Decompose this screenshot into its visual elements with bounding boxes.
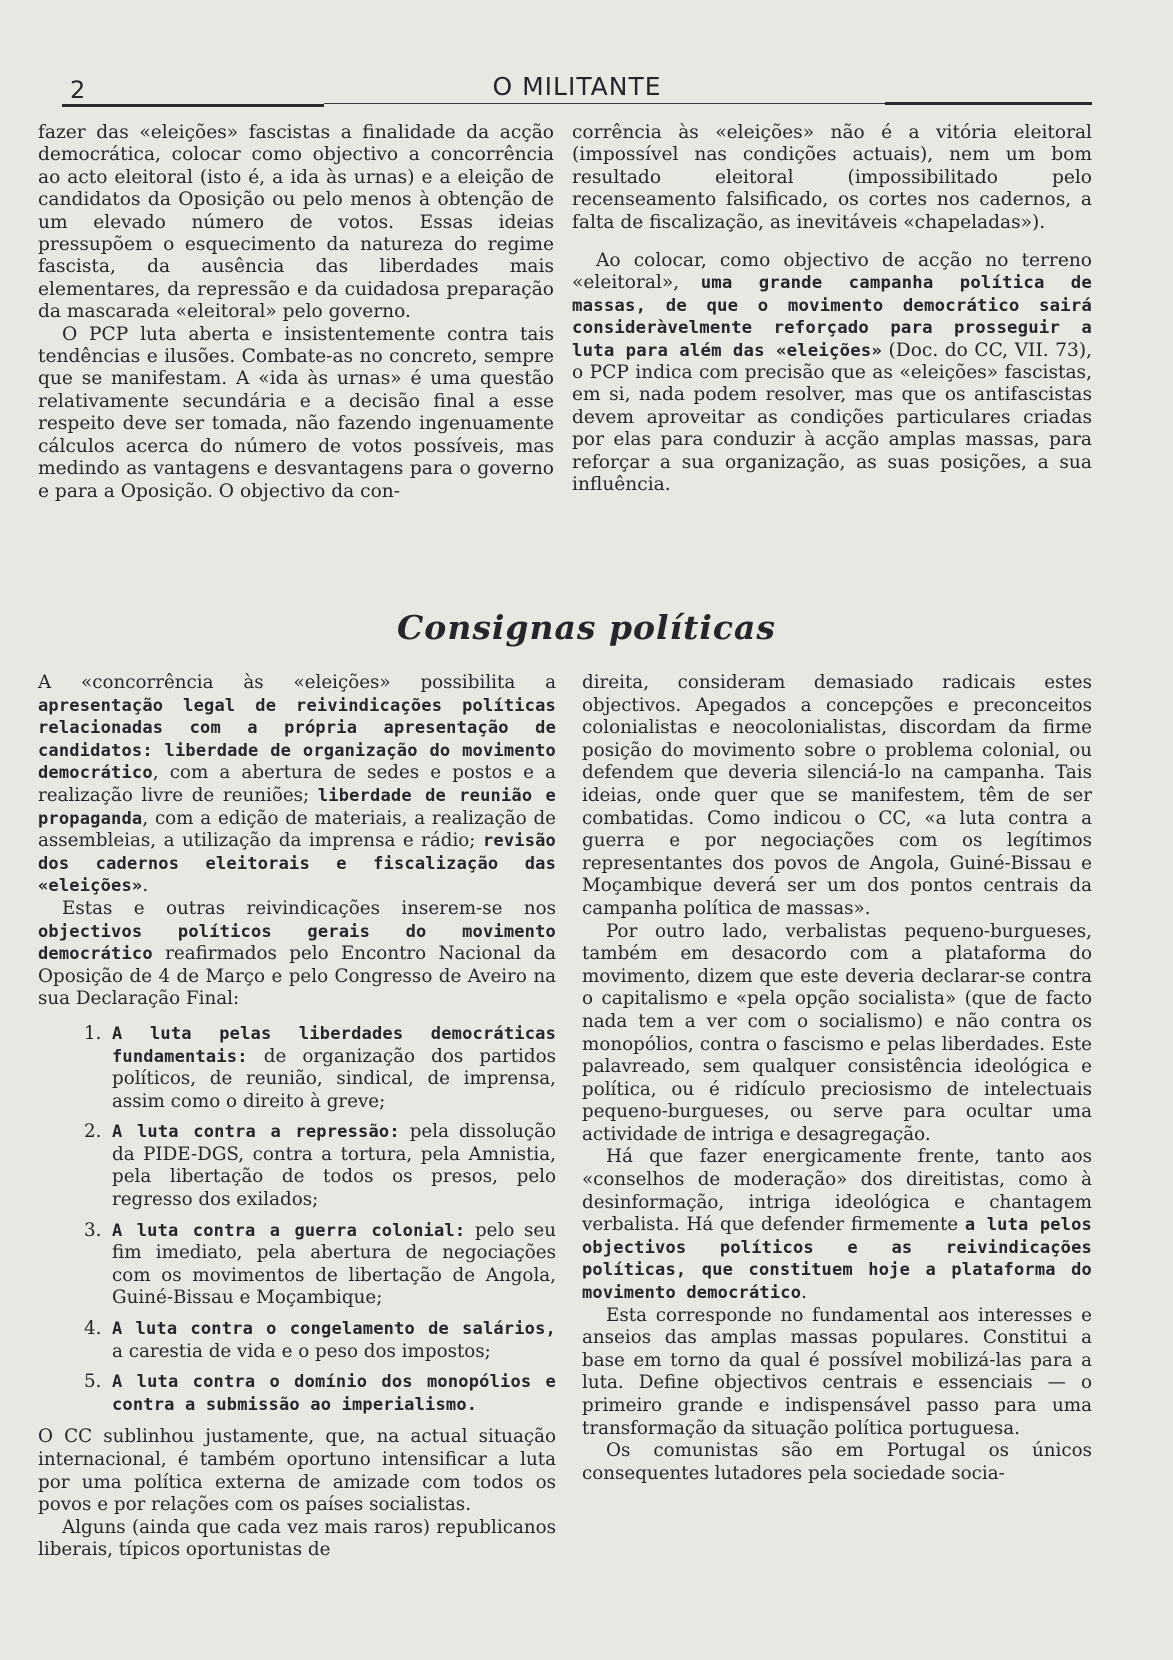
header-rule-right <box>885 102 1092 105</box>
paragraph: Os comunistas são em Portugal os únicos consequentes lutadores pela sociedade socia- <box>582 1440 1092 1484</box>
article-column-top-right <box>572 122 1092 590</box>
emphasis-text: revisão dos cadernos eleitorais e fiscalização das «eleições» <box>38 831 556 897</box>
paragraph-text: . <box>142 875 149 897</box>
paragraph <box>572 250 1092 496</box>
item-number: 1. <box>84 1022 102 1044</box>
list-item <box>38 1121 556 1211</box>
emphasis-text: apresentação legal de reivindicações políticas relacionadas com a própria apresentação de candidatos: liberdade de organização do movimento democrático <box>38 695 556 784</box>
section-title: Consignas políticas <box>397 608 776 647</box>
list-item <box>38 1023 556 1113</box>
item-heading: A luta pelas liberdades democráticas fundamentais: <box>112 1023 556 1067</box>
paragraph-text: A «concorrência às «eleições» possibilita a <box>38 672 556 693</box>
paragraph: direita, consideram demasiado radicais estes objectivos. Apegados a concepções e preconceitos colonialistas e neocolonialistas, discordam da firme posição do movimento sobre o problema colonial, ou defendem que deveria silenciá-lo na campanha. Tais ideias, onde quer que se manifestem, têm de ser combatidas. Como indicou o CC, «a luta contra a guerra e por negociações com os legítimos representantes dos povos de Angola, Guiné-Bissau e Moçambique deverá ser um dos pontos centrais da campanha política de massas». <box>582 672 1092 919</box>
emphasis-text: liberdade de reunião e propaganda <box>38 785 556 829</box>
page-header <box>62 72 1092 102</box>
item-number: 5. <box>84 1371 102 1393</box>
list-item <box>38 1371 556 1416</box>
item-text: a carestia de vida e o peso dos impostos; <box>112 1340 491 1362</box>
paragraph-text: , com a abertura de sedes e postos e a realização livre de reuniões; <box>38 762 556 806</box>
item-heading: A luta contra a repressão: <box>112 1122 400 1143</box>
paragraph-text: reafirmados pelo Encontro Nacional da Oposição de 4 de Março e pelo Congresso de Aveiro na sua Declaração Final: <box>38 943 556 1010</box>
emphasis-text: uma grande campanha política de massas, de que o movimento democrático sairá consideràvelmente reforçado para prosseguir a luta para além das «eleições» <box>572 273 1092 361</box>
emphasis-text: a luta pelos objectivos políticos e as reivindicações políticas, que constituem hoje a plataforma do movimento democrático <box>582 1215 1092 1304</box>
paragraph-text: . <box>801 1282 807 1304</box>
list-item <box>38 1318 556 1363</box>
paragraph: corrência às «eleições» não é a vitória eleitoral (impossível nas condições actuais), nem um bom resultado eleitoral (impossibilitado pelo recenseamento falsificado, os cortes nos cadernos, a falta de fiscalização, as inevitáveis «chapeladas»). <box>572 122 1092 233</box>
header-rule-left <box>62 104 324 107</box>
emphasis-text: objectivos políticos gerais do movimento democrático <box>38 921 556 965</box>
paragraph: Por outro lado, verbalistas pequeno-burgueses, também em desacordo com a plataforma do movimento, dizem que este deveria declarar-se contra o capitalismo e «pela opção socialista» (que de facto nada tem a ver com o socialismo) e não contra os monopólios, contra o fascismo e pelas liberdades. Este palavreado, sem qualquer consistência ideológica e política, ou é ridículo preciosismo de intelectuais pequeno-burgueses, ou serve para ocultar uma actividade de intriga e desagregação. <box>582 920 1092 1145</box>
item-text: de organização dos partidos políticos, de reunião, sindical, de imprensa, assim como o direito à greve; <box>112 1045 556 1112</box>
paragraph <box>582 1146 1092 1304</box>
item-text: pela dissolução da PIDE-DGS, contra a tortura, pela Amnistia, pela libertação de todos os presos, pelo regresso dos exilados; <box>112 1121 556 1211</box>
article-column-bottom-right <box>582 672 1092 1648</box>
paragraph-text: Ao colocar, como objectivo de acção no terreno «eleitoral», <box>572 250 1092 294</box>
paragraph: fazer das «eleições» fascistas a finalidade da acção democrática, colocar como objectivo a concorrência ao acto eleitoral (isto é, a ida às urnas) e a eleição de candidatos da Oposição ou pelo menos à obtenção de um elevado número de votos. Essas ideias pressupõem o esquecimento da natureza do regime fascista, da ausência das liberdades mais elementares, da repressão e da cuidadosa preparação da mascarada «eleitoral» pelo governo. <box>38 122 554 323</box>
article-column-bottom-left <box>38 672 556 1648</box>
item-number: 3. <box>84 1219 102 1241</box>
item-number: 4. <box>84 1318 102 1340</box>
masthead-title: O MILITANTE <box>492 72 662 101</box>
paragraph <box>38 672 556 898</box>
paragraph <box>38 898 556 1011</box>
paragraph: Esta corresponde no fundamental aos interesses e anseios das amplas massas populares. Constitui a base em torno da qual é possível mobilizá-las para a luta. Define objectivos centrais e essenciais — o primeiro grande e indispensável passo para uma transformação da situação política portuguesa. <box>582 1304 1092 1439</box>
paragraph: O CC sublinhou justamente, que, na actual situação internacional, é também oportuno intensificar a luta por uma política externa de amizade com todos os povos e por relações com os países socialistas. <box>38 1426 556 1516</box>
paragraph: O PCP luta aberta e insistentemente contra tais tendências e ilusões. Combate-as no concreto, sempre que se manifestam. A «ida às urnas» é uma questão relativamente secundária e a decisão final a esse respeito deve ser tomada, não fazendo ingenuamente cálculos acerca do número de votos possíveis, mas medindo as vantagens e desvantagens para o governo e para a Oposição. O objectivo da con- <box>38 323 554 502</box>
item-text: pelo seu fim imediato, pela abertura de negociações com os movimentos de libertação de Angola, Guiné-Bissau e Moçambique; <box>112 1219 556 1309</box>
item-heading: A luta contra o congelamento de salários, <box>112 1319 556 1340</box>
paragraph-text: Há que fazer energicamente frente, tanto aos «conselhos de moderação» dos direitistas, como à desinformação, intriga ideológica e chantagem verbalista. Há que defender firmemente <box>582 1146 1092 1236</box>
paragraph-text: Estas e outras reivindicações inserem-se nos <box>62 897 556 919</box>
paragraph: Alguns (ainda que cada vez mais raros) republicanos liberais, típicos oportunistas de <box>38 1516 556 1561</box>
paragraph-text: (Doc. do CC, VII. 73), o PCP indica com precisão que as «eleições» fascistas, em si, nada podem resolver, mas que os antifascistas devem aproveitar as condições particulares criadas por elas para conduzir à acção amplas massas, para reforçar a sua organização, as suas posições, a sua influência. <box>572 339 1092 496</box>
item-heading: A luta contra a guerra colonial: <box>112 1220 466 1241</box>
list-item <box>38 1220 556 1310</box>
page-number: 2 <box>70 76 86 104</box>
demands-list <box>38 1023 556 1417</box>
item-number: 2. <box>84 1121 102 1143</box>
paragraph-text: , com a edição de materiais, a realização de assembleias, a utilização da imprensa e rádio; <box>38 807 556 852</box>
item-heading: A luta contra o domínio dos monopólios e contra a submissão ao imperialismo. <box>112 1372 556 1415</box>
article-column-top-left <box>38 122 554 590</box>
